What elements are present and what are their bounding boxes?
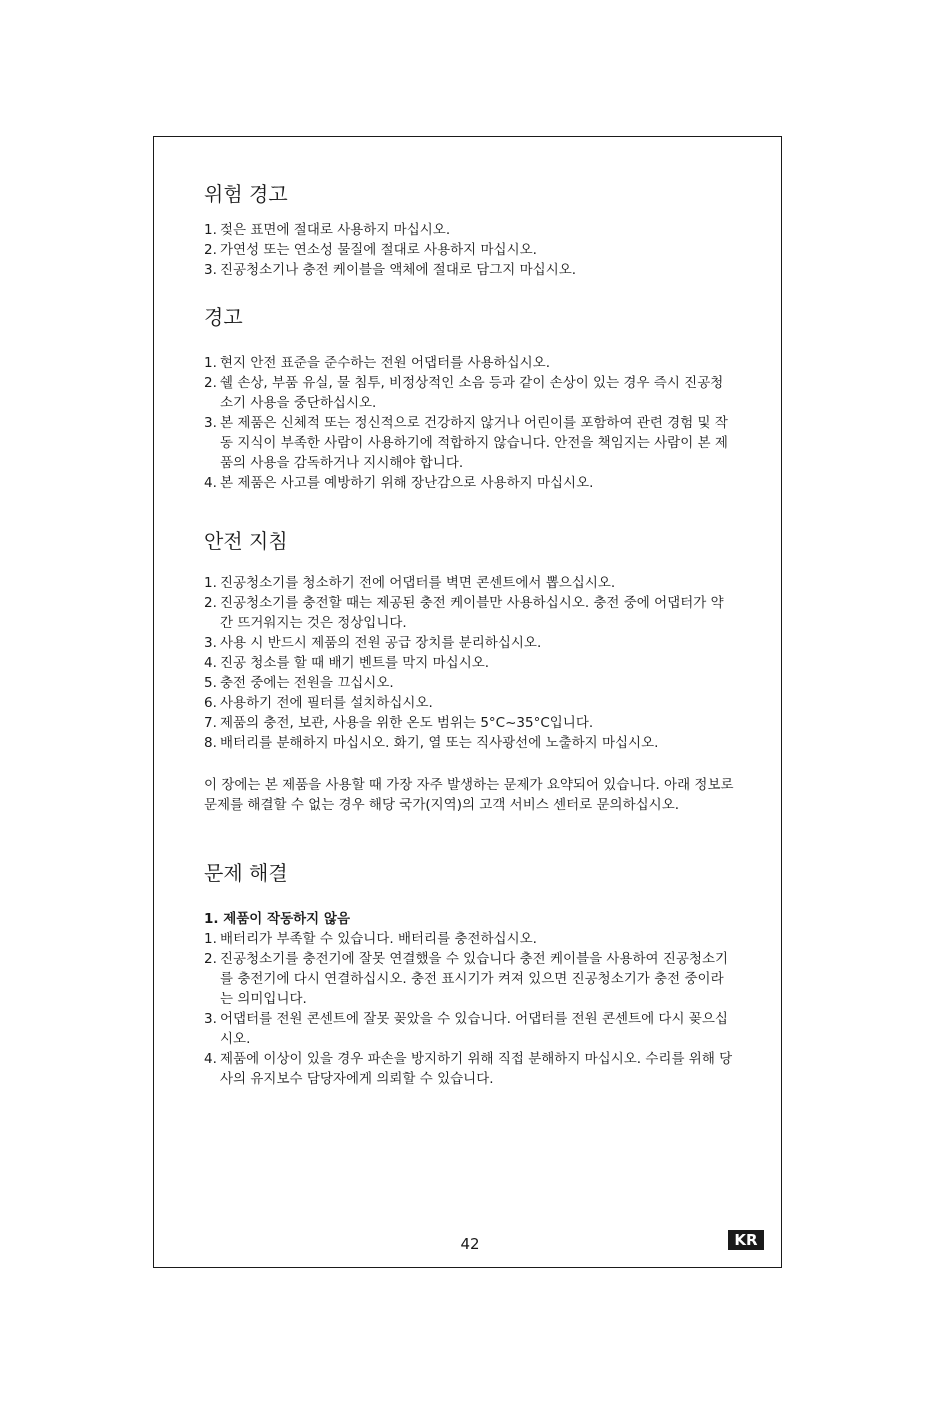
list-item-number: 1. <box>204 222 217 238</box>
list-item-number: 7. <box>204 715 217 731</box>
list-item-text: 진공청소기를 충전할 때는 제공된 충전 케이블만 사용하십시오. 충전 중에 어댑터가 약간 뜨거워지는 것은 정상입니다. <box>220 595 724 631</box>
list-item <box>204 260 734 280</box>
list-item-text: 젖은 표면에 절대로 사용하지 마십시오. <box>220 222 451 238</box>
list-item <box>204 413 734 473</box>
list-item-text: 현지 안전 표준을 준수하는 전원 어댑터를 사용하십시오. <box>220 355 550 371</box>
troubleshooting-heading: 문제 해결 <box>204 861 288 885</box>
list-item-text: 본 제품은 사고를 예방하기 위해 장난감으로 사용하지 마십시오. <box>220 475 594 491</box>
list-item-number: 8. <box>204 735 217 751</box>
list-item-number: 4. <box>204 475 217 491</box>
list-item <box>204 353 734 373</box>
safety-heading: 안전 지침 <box>204 529 288 553</box>
list-item-text: 진공 청소를 할 때 배기 벤트를 막지 마십시오. <box>220 655 490 671</box>
list-item-number: 5. <box>204 675 217 691</box>
list-item <box>204 713 734 733</box>
warning-heading: 경고 <box>204 305 243 329</box>
list-item-number: 3. <box>204 1011 217 1027</box>
list-item-text: 제품의 충전, 보관, 사용을 위한 온도 범위는 5°C~35°C입니다. <box>220 715 594 731</box>
list-item <box>204 653 734 673</box>
list-item-text: 쉘 손상, 부품 유실, 물 침투, 비정상적인 소음 등과 같이 손상이 있는 경우 즉시 진공청소기 사용을 중단하십시오. <box>220 375 724 411</box>
list-item-text: 충전 중에는 전원을 끄십시오. <box>220 675 394 691</box>
list-item-number: 1. <box>204 575 217 591</box>
list-item-number: 4. <box>204 655 217 671</box>
list-item-text: 사용 시 반드시 제품의 전원 공급 장치를 분리하십시오. <box>220 635 542 651</box>
list-item <box>204 593 734 633</box>
list-item-number: 1. <box>204 355 217 371</box>
list-item <box>204 373 734 413</box>
manual-content <box>204 180 734 1089</box>
list-item-text: 본 제품은 신체적 또는 정신적으로 건강하지 않거나 어린이를 포함하여 관련 경험 및 작동 지식이 부족한 사람이 사용하기에 적합하지 않습니다. 안전을 책임지는 사람이 본 제품의 사용을 감독하거나 지시해야 합니다. <box>220 415 728 471</box>
danger-heading: 위험 경고 <box>204 182 288 206</box>
issue-heading: 1. 제품이 작동하지 않음 <box>204 911 350 927</box>
troubleshooting-list <box>204 929 734 1089</box>
list-item-text: 사용하기 전에 필터를 설치하십시오. <box>220 695 433 711</box>
list-item-text: 제품에 이상이 있을 경우 파손을 방지하기 위해 직접 분해하지 마십시오. 수리를 위해 당사의 유지보수 담당자에게 의뢰할 수 있습니다. <box>220 1051 733 1087</box>
list-item-text: 배터리를 분해하지 마십시오. 화기, 열 또는 직사광선에 노출하지 마십시오. <box>220 735 659 751</box>
list-item-number: 4. <box>204 1051 217 1067</box>
list-item <box>204 949 734 1009</box>
safety-list <box>204 573 734 753</box>
list-item <box>204 693 734 713</box>
list-item-number: 3. <box>204 635 217 651</box>
list-item <box>204 1009 734 1049</box>
list-item <box>204 673 734 693</box>
list-item-number: 2. <box>204 242 217 258</box>
list-item-text: 진공청소기를 청소하기 전에 어댑터를 벽면 콘센트에서 뽑으십시오. <box>220 575 616 591</box>
list-item <box>204 573 734 593</box>
list-item <box>204 633 734 653</box>
list-item-number: 2. <box>204 951 217 967</box>
list-item-number: 1. <box>204 931 217 947</box>
list-item <box>204 929 734 949</box>
list-item-number: 3. <box>204 262 217 278</box>
list-item-text: 배터리가 부족할 수 있습니다. 배터리를 충전하십시오. <box>220 931 537 947</box>
list-item <box>204 240 734 260</box>
list-item <box>204 220 734 240</box>
list-item-number: 3. <box>204 415 217 431</box>
list-item-number: 2. <box>204 595 217 611</box>
list-item-number: 6. <box>204 695 217 711</box>
list-item <box>204 733 734 753</box>
list-item-text: 진공청소기나 충전 케이블을 액체에 절대로 담그지 마십시오. <box>220 262 577 278</box>
list-item-text: 진공청소기를 충전기에 잘못 연결했을 수 있습니다 충전 케이블을 사용하여 진공청소기를 충전기에 다시 연결하십시오. 충전 표시기가 켜져 있으면 진공청소기가 충전 중이라는 의미입니다. <box>220 951 729 1007</box>
troubleshooting-intro: 이 장에는 본 제품을 사용할 때 가장 자주 발생하는 문제가 요약되어 있습니다. 아래 정보로 문제를 해결할 수 없는 경우 해당 국가(지역)의 고객 서비스 센터로 문의하십시오. <box>204 777 734 813</box>
list-item-text: 가연성 또는 연소성 물질에 절대로 사용하지 마십시오. <box>220 242 537 258</box>
list-item-text: 어댑터를 전원 콘센트에 잘못 꽂았을 수 있습니다. 어댑터를 전원 콘센트에 다시 꽂으십시오. <box>220 1011 728 1047</box>
list-item <box>204 473 734 493</box>
list-item <box>204 1049 734 1089</box>
warning-list <box>204 353 734 493</box>
page-number: 42 <box>460 1235 480 1253</box>
list-item-number: 2. <box>204 375 217 391</box>
danger-list <box>204 220 734 280</box>
language-badge: KR <box>728 1230 764 1250</box>
